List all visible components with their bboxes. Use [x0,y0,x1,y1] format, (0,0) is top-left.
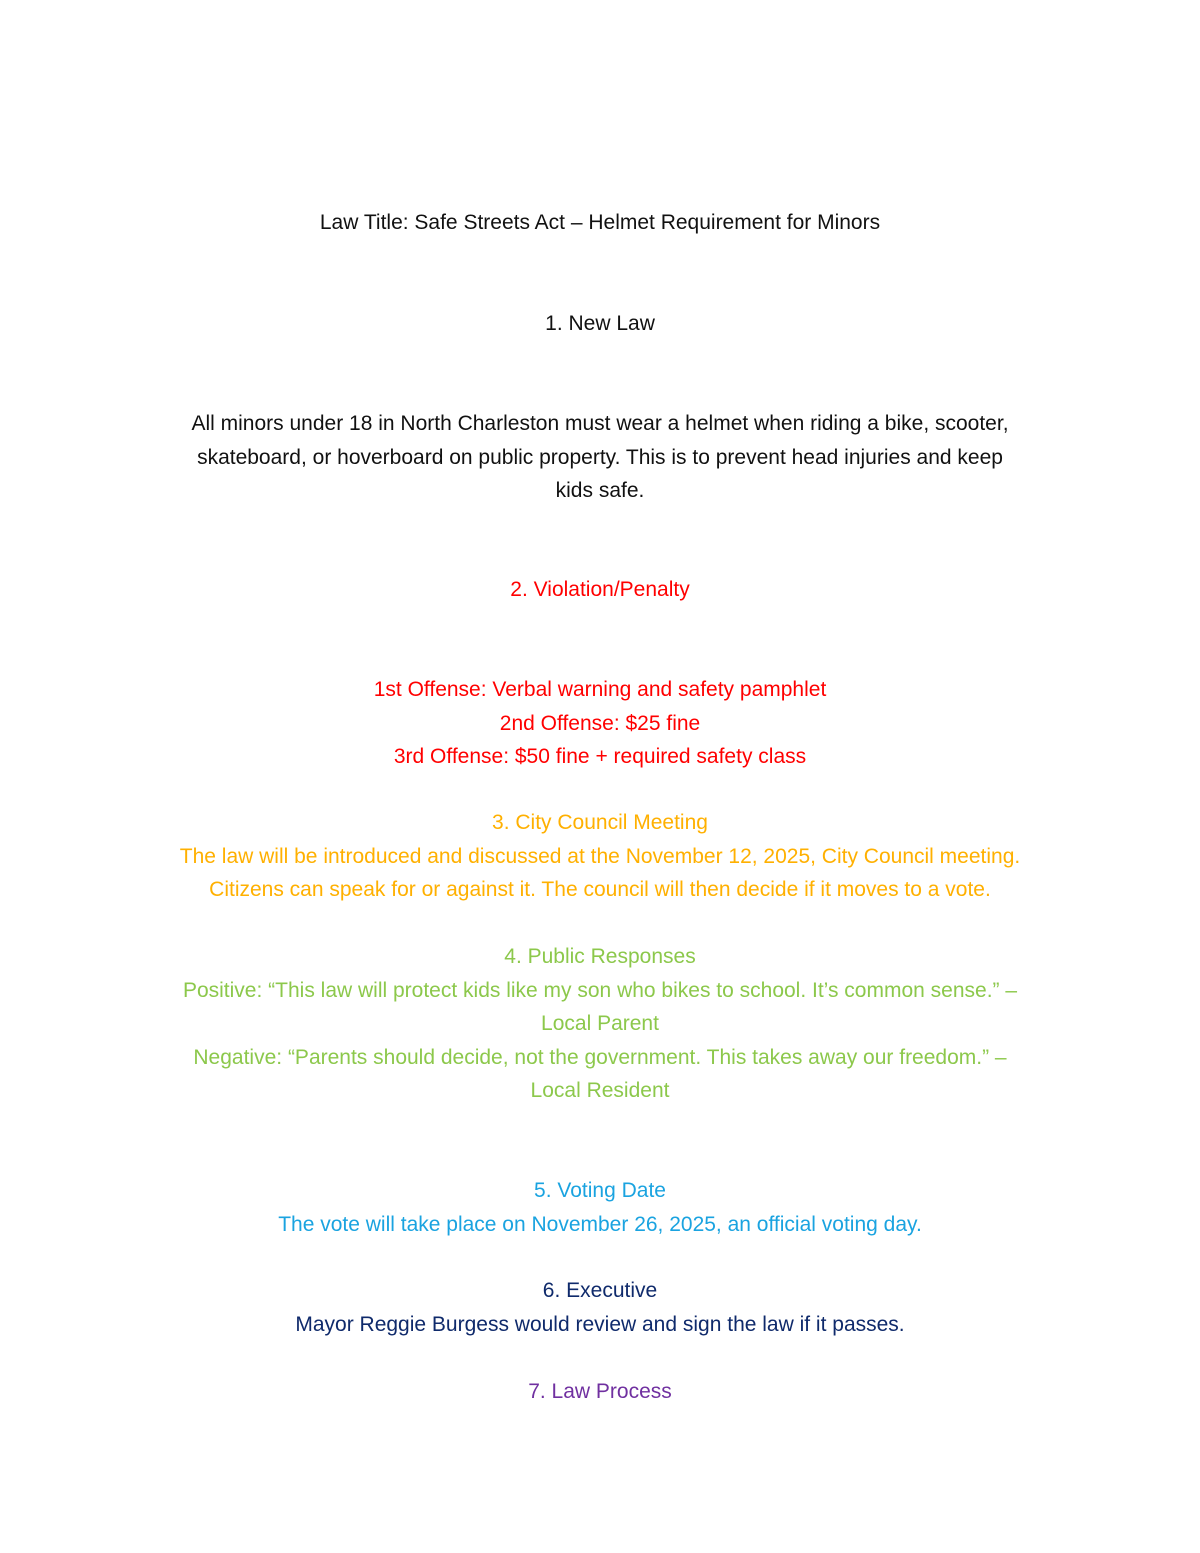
council-line: Citizens can speak for or against it. The council will then decide if it moves to a vote. [209,878,991,901]
new-law-line: All minors under 18 in North Charleston must wear a helmet when riding a bike, scooter, [191,412,1009,435]
voting-heading: 5. Voting Date [534,1179,666,1202]
section-executive [130,1274,1070,1341]
negative-response: Negative: “Parents should decide, not the government. This takes away our freedom.” – [193,1045,1007,1069]
new-law-line: kids safe. [555,479,645,502]
section-responses [130,940,1070,1108]
section-violation-body [130,673,1070,774]
section-new-law-body [130,407,1070,508]
violation-heading: 2. Violation/Penalty [510,578,690,601]
law-title [130,206,1070,240]
voting-line: The vote will take place on November 26, 2025, an official voting day. [278,1212,922,1236]
section-new-law-heading [130,307,1070,341]
executive-heading: 6. Executive [542,1279,658,1302]
process-heading: 7. Law Process [528,1380,672,1403]
offense-line: 1st Offense: Verbal warning and safety pamphlet [373,678,827,701]
section-voting [130,1174,1070,1241]
offense-line: 2nd Offense: $25 fine [499,711,701,735]
council-heading: 3. City Council Meeting [492,811,708,834]
law-title-text: Law Title: Safe Streets Act – Helmet Requirement for Minors [319,211,881,234]
offense-line: 3rd Offense: $50 fine + required safety class [393,745,807,768]
section-council [130,806,1070,907]
responses-heading: 4. Public Responses [504,945,696,968]
section-violation-heading [130,573,1070,607]
positive-response-attribution: Local Parent [541,1012,659,1035]
new-law-line: skateboard, or hoverboard on public property. This is to prevent head injuries and keep [197,445,1003,469]
section-process [130,1375,1070,1409]
new-law-heading: 1. New Law [545,312,655,335]
negative-response-attribution: Local Resident [530,1079,670,1102]
positive-response: Positive: “This law will protect kids like my son who bikes to school. It’s common sense.” – [182,978,1018,1002]
council-line: The law will be introduced and discussed at the November 12, 2025, City Council meeting. [179,844,1021,868]
executive-line: Mayor Reggie Burgess would review and sign the law if it passes. [295,1312,905,1336]
